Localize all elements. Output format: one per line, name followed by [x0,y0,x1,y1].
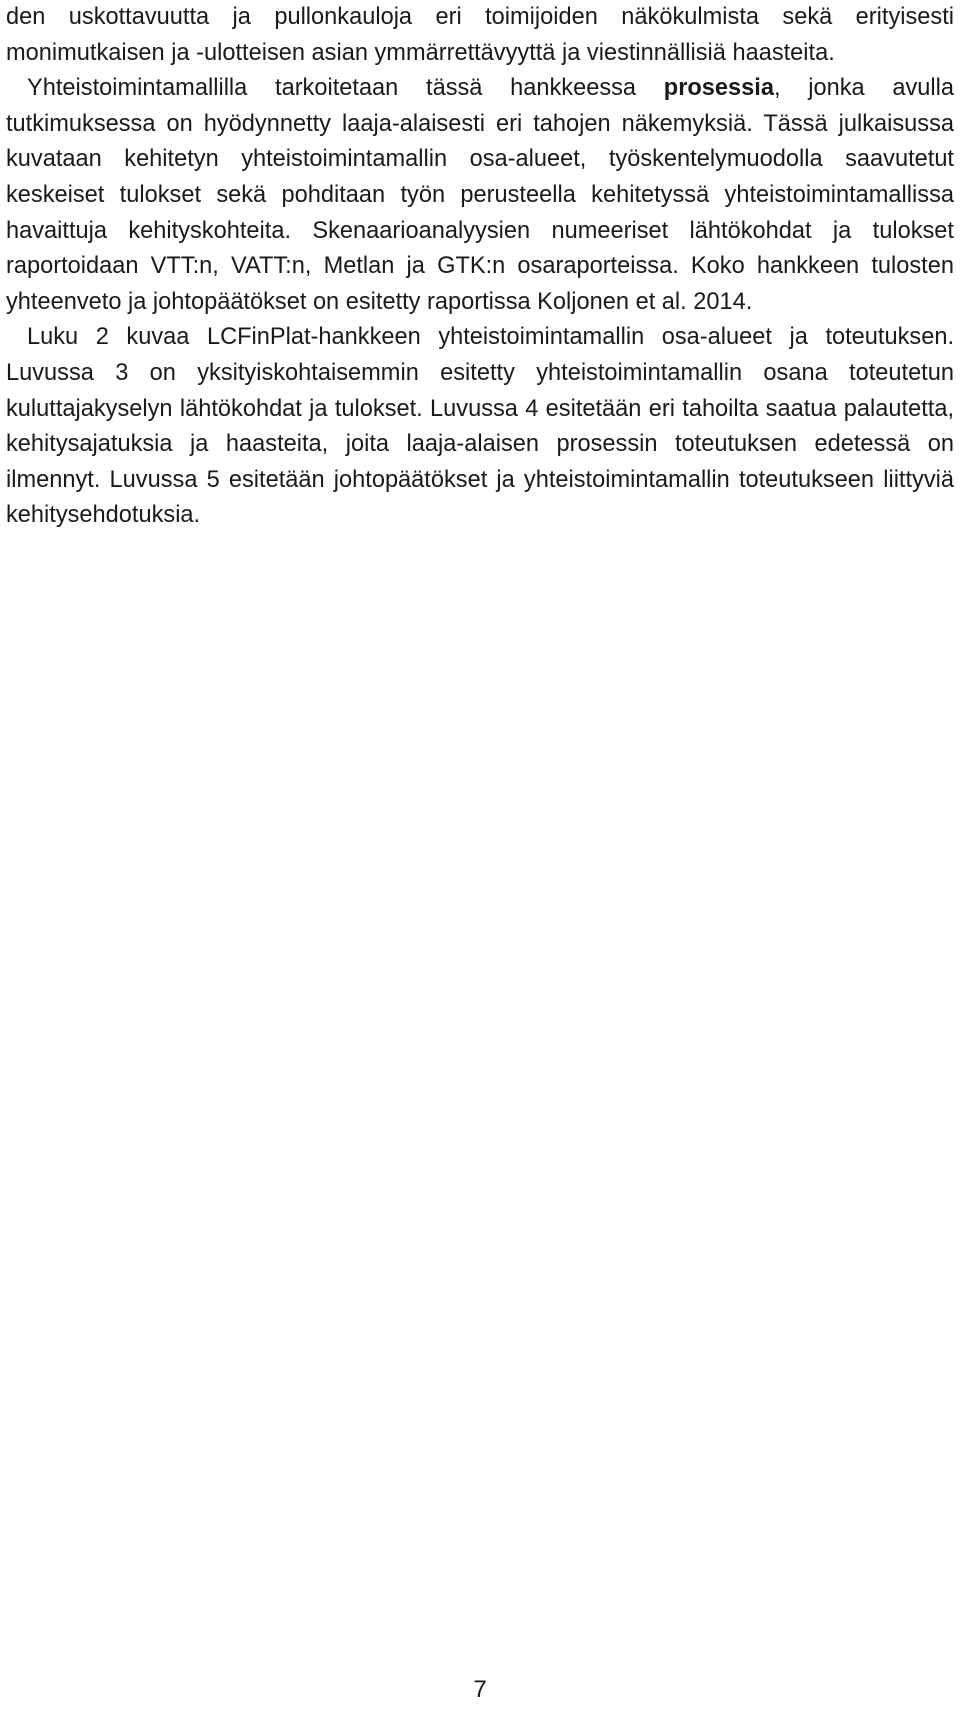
body-text [6,0,954,534]
paragraph-3-text: Luku 2 kuvaa LCFinPlat-hankkeen yhteistoimintamallin osa-alueet ja toteutuksen. Luvussa 3 on yksityiskohtaisemmin esitetty yhteistoimintamallin osana toteutetun kuluttajakyselyn lähtökohdat ja tulokset. Luvussa 4 esitetään eri tahoilta saatua palautetta, kehitysajatuksia ja haasteita, joita laaja-alaisen prosessin toteutuksen edetessä on ilmennyt. Luvussa 5 esitetään johtopäätökset ja yhteistoimintamallin toteutukseen liittyviä kehitysehdotuksia. [6,324,954,529]
paragraph-collaboration-model [6,71,954,320]
paragraph-1-text: den uskottavuutta ja pullonkauloja eri toimijoiden näkökulmista sekä erityisesti monimutkaisen ja -ulotteisen asian ymmärrettävyyttä ja viestinnällisiä haasteita. [6,4,954,66]
paragraph-chapter-overview [6,320,954,534]
paragraph-2-text-start: Yhteistoimintamallilla tarkoitetaan tässä hankkeessa [27,75,664,102]
emphasized-term-prosessia: prosessia [663,75,774,102]
paragraph-continuation [6,0,954,71]
paragraph-2-text-end: , jonka avulla tutkimuksessa on hyödynnetty laaja-alaisesti eri tahojen näkemyksiä. Tässä julkaisussa kuvataan kehitetyn yhteistoimintamallin osa-alueet, työskentelymuodolla saavutetut keskeiset tulokset sekä pohditaan työn perusteella kehitetyssä yhteistoimintamallissa havaittuja kehityskohteita. Skenaarioanalyysien numeeriset lähtökohdat ja tulokset raportoidaan VTT:n, VATT:n, Metlan ja GTK:n osaraporteissa. Koko hankkeen tulosten yhteenveto ja johtopäätökset on esitetty raportissa Koljonen et al. 2014. [6,75,954,315]
page-number: 7 [473,1676,487,1703]
